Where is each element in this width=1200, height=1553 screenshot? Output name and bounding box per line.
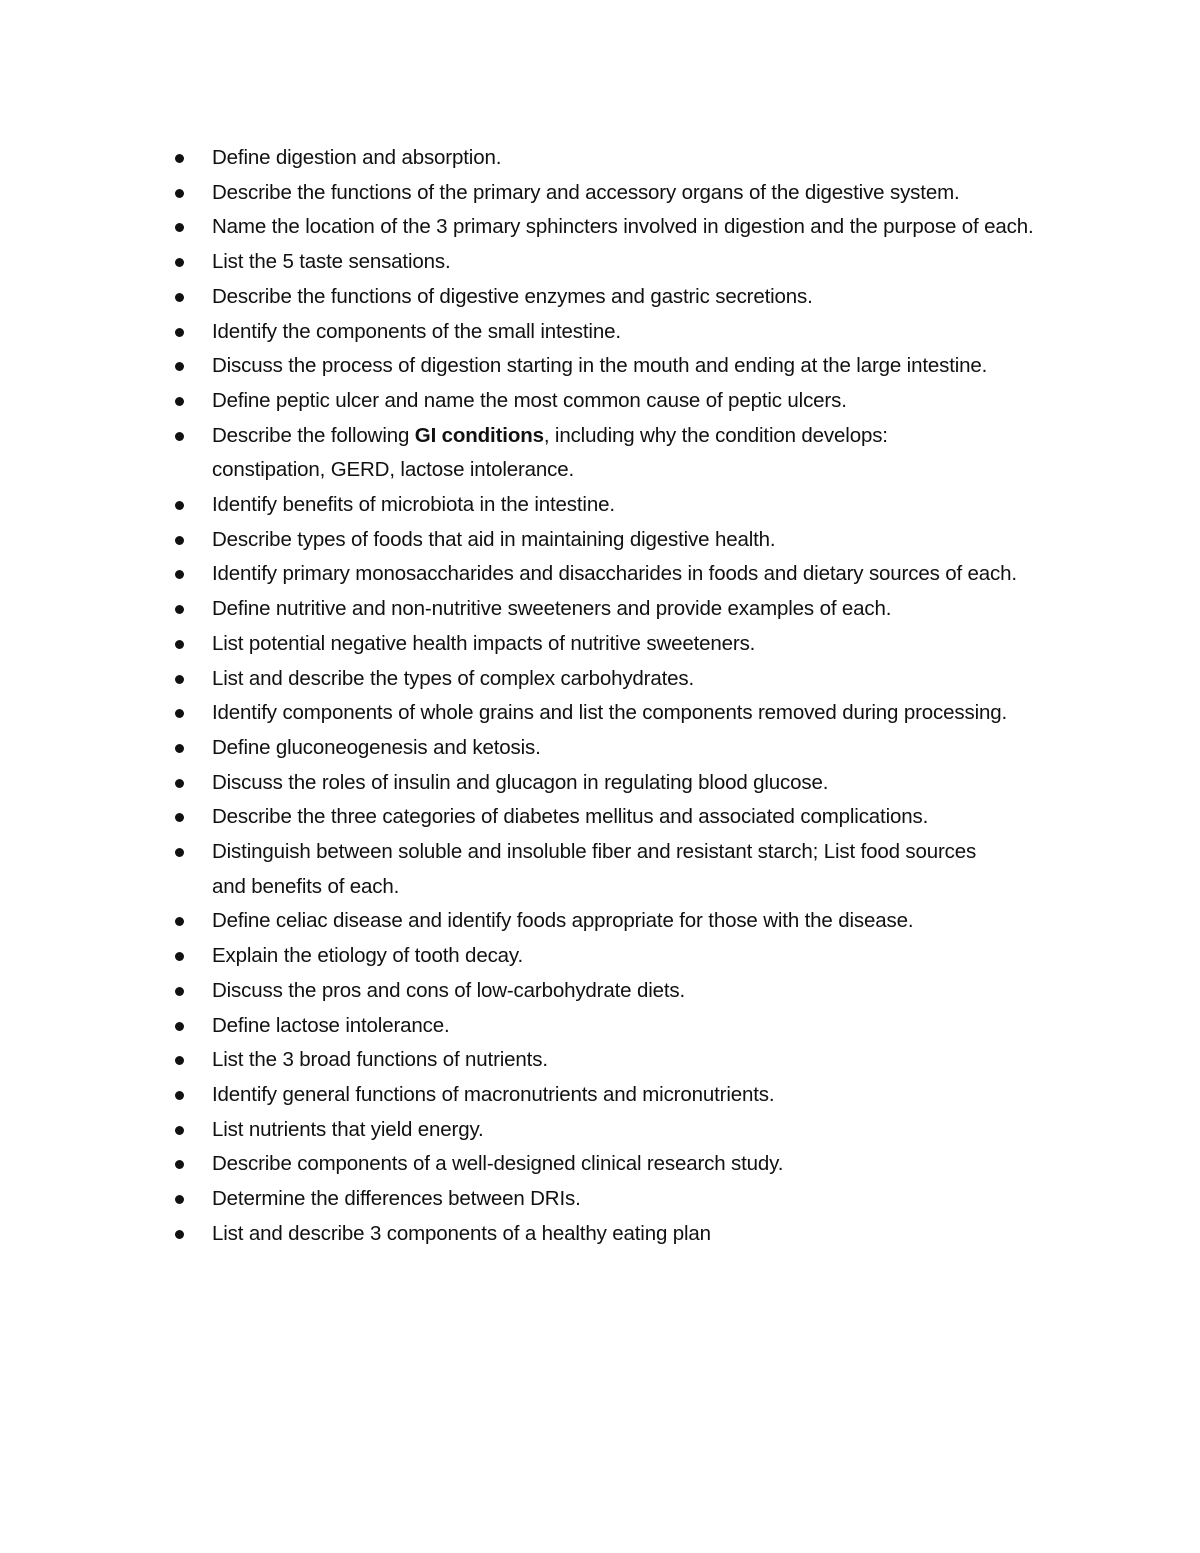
bullet-icon — [175, 848, 184, 857]
list-item — [172, 419, 1072, 488]
list-item: Identify primary monosaccharides and disaccharides in foods and dietary sources of each. — [172, 557, 1072, 592]
list-item: Discuss the pros and cons of low-carbohydrate diets. — [172, 974, 1072, 1009]
bullet-icon — [175, 258, 184, 267]
list-item: Define celiac disease and identify foods appropriate for those with the disease. — [172, 904, 1072, 939]
list-item: Identify the components of the small intestine. — [172, 315, 1072, 350]
bullet-icon — [175, 1091, 184, 1100]
bullet-icon — [175, 501, 184, 510]
list-item: Identify components of whole grains and list the components removed during processing. — [172, 696, 1072, 731]
list-item: Define nutritive and non-nutritive sweeteners and provide examples of each. — [172, 592, 1072, 627]
list-item: Describe components of a well-designed clinical research study. — [172, 1147, 1072, 1182]
bullet-icon — [175, 1126, 184, 1135]
list-item: Describe types of foods that aid in maintaining digestive health. — [172, 523, 1072, 558]
bullet-icon — [175, 709, 184, 718]
list-item: Discuss the roles of insulin and glucagon in regulating blood glucose. — [172, 766, 1072, 801]
bullet-icon — [175, 640, 184, 649]
bullet-icon — [175, 917, 184, 926]
bullet-icon — [175, 1160, 184, 1169]
list-item: Identify benefits of microbiota in the intestine. — [172, 488, 1072, 523]
list-item: Distinguish between soluble and insoluble fiber and resistant starch; List food sources and benefits of each. — [172, 835, 1072, 904]
bullet-icon — [175, 1022, 184, 1031]
list-item: Describe the functions of the primary and accessory organs of the digestive system. — [172, 176, 1072, 211]
bullet-icon — [175, 397, 184, 406]
bullet-icon — [175, 154, 184, 163]
list-item: List the 3 broad functions of nutrients. — [172, 1043, 1072, 1078]
learning-objectives-list — [172, 141, 1072, 1252]
list-item: Define gluconeogenesis and ketosis. — [172, 731, 1072, 766]
bullet-icon — [175, 570, 184, 579]
list-item: Define lactose intolerance. — [172, 1009, 1072, 1044]
list-item: Discuss the process of digestion starting in the mouth and ending at the large intestine. — [172, 349, 1072, 384]
bullet-icon — [175, 813, 184, 822]
list-item: Name the location of the 3 primary sphincters involved in digestion and the purpose of each. — [172, 210, 1072, 245]
list-item: List potential negative health impacts of nutritive sweeteners. — [172, 627, 1072, 662]
list-item: Describe the three categories of diabetes mellitus and associated complications. — [172, 800, 1072, 835]
bullet-icon — [175, 432, 184, 441]
bullet-icon — [175, 779, 184, 788]
bullet-icon — [175, 1195, 184, 1204]
bullet-icon — [175, 605, 184, 614]
list-item: Determine the differences between DRIs. — [172, 1182, 1072, 1217]
bullet-icon — [175, 744, 184, 753]
gi-conditions-text: Describe the following GI conditions, including why the condition develops: constipation, GERD, lactose intolerance. — [212, 423, 888, 482]
bullet-icon — [175, 293, 184, 302]
list-item: Define digestion and absorption. — [172, 141, 1072, 176]
bullet-icon — [175, 362, 184, 371]
list-item: List and describe the types of complex carbohydrates. — [172, 662, 1072, 697]
gi-conditions-emphasis: GI conditions — [414, 423, 544, 447]
bullet-icon — [175, 189, 184, 198]
list-item: List nutrients that yield energy. — [172, 1113, 1072, 1148]
list-item: Explain the etiology of tooth decay. — [172, 939, 1072, 974]
bullet-icon — [175, 223, 184, 232]
list-item: Identify general functions of macronutrients and micronutrients. — [172, 1078, 1072, 1113]
bullet-icon — [175, 1230, 184, 1239]
list-item: Describe the functions of digestive enzymes and gastric secretions. — [172, 280, 1072, 315]
bullet-icon — [175, 328, 184, 337]
list-item: List and describe 3 components of a healthy eating plan — [172, 1217, 1072, 1252]
bullet-icon — [175, 987, 184, 996]
bullet-icon — [175, 1056, 184, 1065]
list-item: Define peptic ulcer and name the most common cause of peptic ulcers. — [172, 384, 1072, 419]
list-item: List the 5 taste sensations. — [172, 245, 1072, 280]
bullet-icon — [175, 536, 184, 545]
bullet-icon — [175, 952, 184, 961]
bullet-icon — [175, 675, 184, 684]
